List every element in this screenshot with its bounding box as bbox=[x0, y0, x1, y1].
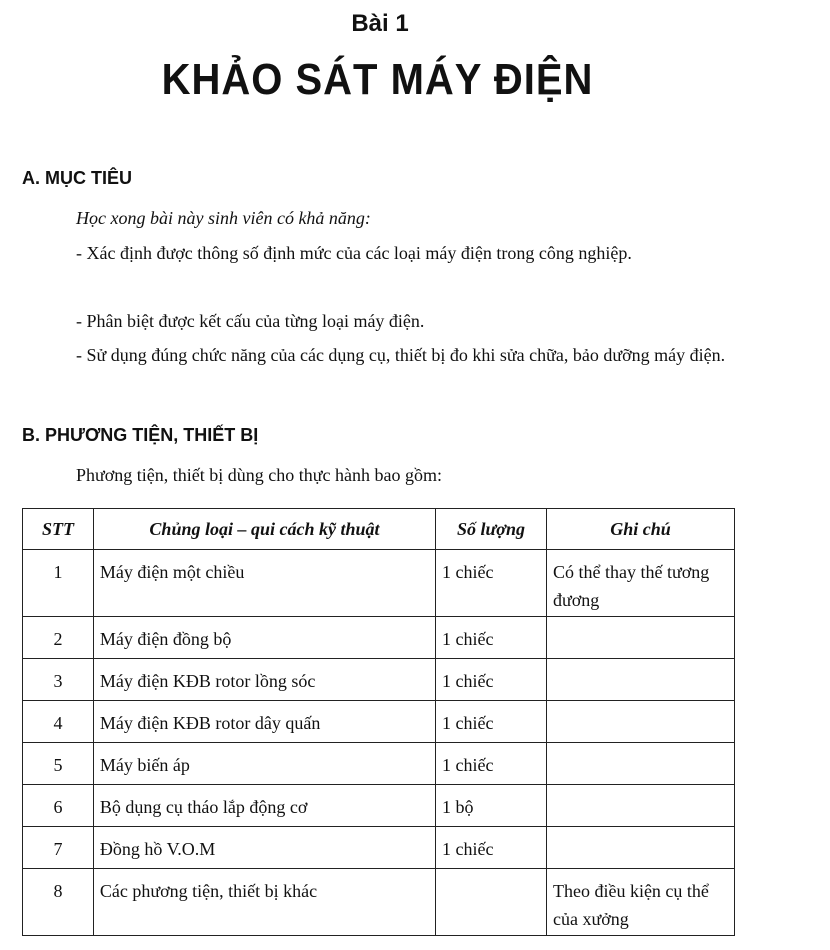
cell-quantity: 1 chiếc bbox=[436, 659, 547, 701]
cell-type: Máy điện đồng bộ bbox=[93, 617, 435, 659]
table-row bbox=[23, 743, 735, 785]
cell-type: Máy điện KĐB rotor lồng sóc bbox=[93, 659, 435, 701]
column-header-stt: STT bbox=[23, 509, 94, 550]
cell-note bbox=[546, 827, 734, 869]
cell-stt: 1 bbox=[23, 550, 94, 617]
cell-stt: 3 bbox=[23, 659, 94, 701]
cell-stt: 4 bbox=[23, 701, 94, 743]
cell-type: Bộ dụng cụ tháo lắp động cơ bbox=[93, 785, 435, 827]
cell-stt: 5 bbox=[23, 743, 94, 785]
cell-stt: 7 bbox=[23, 827, 94, 869]
cell-quantity bbox=[436, 869, 547, 936]
column-header-type: Chủng loại – qui cách kỹ thuật bbox=[93, 509, 435, 550]
cell-quantity: 1 chiếc bbox=[436, 743, 547, 785]
objective-item-3: - Sử dụng đúng chức năng của các dụng cụ, thiết bị đo khi sửa chữa, bảo dưỡng máy điện. bbox=[76, 345, 726, 365]
lesson-title: KHẢO SÁT MÁY ĐIỆN bbox=[161, 56, 594, 104]
cell-stt: 8 bbox=[23, 869, 94, 936]
objective-item-2: - Phân biệt được kết cấu của từng loại máy điện. bbox=[76, 311, 425, 331]
cell-stt: 6 bbox=[23, 785, 94, 827]
cell-note bbox=[546, 617, 734, 659]
lesson-label: Bài 1 bbox=[351, 10, 409, 37]
cell-note bbox=[546, 743, 734, 785]
table-header-row bbox=[23, 509, 735, 550]
cell-quantity: 1 chiếc bbox=[436, 617, 547, 659]
cell-type: Máy điện một chiều bbox=[93, 550, 435, 617]
cell-note: Theo điều kiện cụ thể của xưởng bbox=[546, 869, 734, 936]
cell-type: Các phương tiện, thiết bị khác bbox=[93, 869, 435, 936]
cell-quantity: 1 bộ bbox=[436, 785, 547, 827]
cell-stt: 2 bbox=[23, 617, 94, 659]
cell-note bbox=[546, 785, 734, 827]
column-header-note: Ghi chú bbox=[546, 509, 734, 550]
equipment-table bbox=[22, 508, 735, 936]
column-header-quantity: Số lượng bbox=[436, 509, 547, 550]
table-row bbox=[23, 827, 735, 869]
cell-quantity: 1 chiếc bbox=[436, 550, 547, 617]
table-row bbox=[23, 550, 735, 617]
cell-note bbox=[546, 701, 734, 743]
cell-note bbox=[546, 659, 734, 701]
section-b-intro: Phương tiện, thiết bị dùng cho thực hành bao gồm: bbox=[76, 465, 442, 485]
section-b-heading: B. PHƯƠNG TIỆN, THIẾT BỊ bbox=[22, 425, 259, 445]
table-row bbox=[23, 701, 735, 743]
section-a-heading: A. MỤC TIÊU bbox=[22, 168, 132, 188]
cell-type: Máy biến áp bbox=[93, 743, 435, 785]
cell-quantity: 1 chiếc bbox=[436, 827, 547, 869]
table-row bbox=[23, 617, 735, 659]
cell-note: Có thể thay thế tương đương bbox=[546, 550, 734, 617]
section-a-intro: Học xong bài này sinh viên có khả năng: bbox=[76, 208, 371, 228]
table-row bbox=[23, 869, 735, 936]
table-row bbox=[23, 659, 735, 701]
cell-type: Máy điện KĐB rotor dây quấn bbox=[93, 701, 435, 743]
objective-item-1: - Xác định được thông số định mức của các loại máy điện trong công nghiệp. bbox=[76, 243, 632, 263]
cell-quantity: 1 chiếc bbox=[436, 701, 547, 743]
table-row bbox=[23, 785, 735, 827]
cell-type: Đồng hồ V.O.M bbox=[93, 827, 435, 869]
